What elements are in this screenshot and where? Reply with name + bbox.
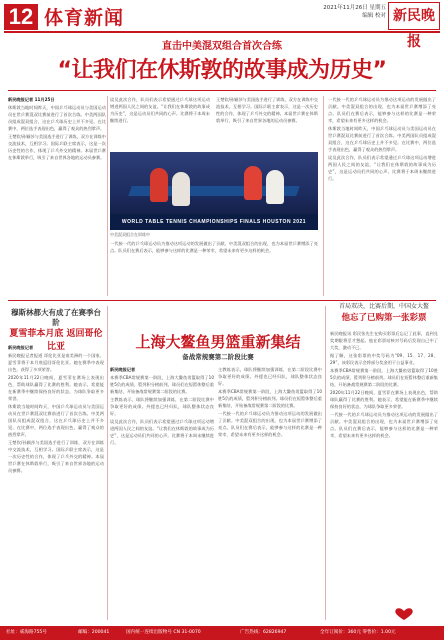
player-figure [266,170,284,204]
column-divider [325,306,326,620]
article-paragraph: 休斯敦当地时间昨天，中国乒乓球运动员与美国运动员在世乒赛混双比赛前进行了首次合练。中美两国队员组成混双组合，这在乒乓球历史上并不多见。在比赛中，两位选手表现出色，赢得了观众的热烈掌声。 [8,404,104,437]
footer-postcode: 邮编：200041 [78,630,110,635]
public-welfare-logo [382,606,426,622]
top-story-column-2 [110,96,210,150]
article-paragraph: 王楚钦/孙颖莎与美国选手进行了训练，双方在训练中交流技术，互相学习。国际乒联主席表示，这是一次历史性的合作，体现了乒乓外交的精神。本届世乒赛在休斯敦举行，吸引了来自世界各地的运动员参赛。 [8,134,106,160]
column-divider [323,96,324,296]
article-paragraph: 本赛季CBA常规赛第一阶段，上海大鳌鱼男篮取得了10胜5负的成绩，暂列积分榜前列。球员们在短暂休整后重新集结，开始备战常规赛第二阶段的比赛。 [110,375,214,394]
player-figure [172,172,190,206]
photo-banner: WORLD TABLE TENNIS CHAMPIONSHIPS FINALS HOUSTON 2021 [110,214,318,230]
top-story-column-5 [110,240,318,296]
article-paragraph: 2020年11月22日晚间，夏雪菲在赛场上表现出色，帮助球队赢得了比赛的胜利。她表示，希望能在新赛季中继续保持良好的状态，为球队争取更多荣誉。 [8,375,104,401]
headline-rule [8,90,436,91]
column-divider [107,96,108,296]
top-story-kicker: 直击中美混双组合首次合练 [162,41,282,52]
middle-story-headline: 上海大鳌鱼男篮重新集结 [135,333,301,351]
player-figure [150,168,168,202]
section-title: 体育新闻 [44,7,125,29]
article-paragraph: 一代接一代的乒乓球运动员为推动这项运动的发展做出了贡献。中美混双组合的出现，也为本届世乒赛增添了亮点。队员们在赛后表示，能够参与这样的比赛是一种荣幸，希望未来有更多这样的机会。 [110,241,318,253]
column-divider [107,306,108,620]
article-paragraph: 据了解，这张彩票的中奖号码为“09、15、17、28、29”，该彩民表示会将部分奖金用于公益事业。 [330,353,438,365]
date-line: 2021年11月26日 星期五 [323,5,386,11]
middle-story-byline: 新民晚报记者 [110,367,136,372]
header-rule [4,31,440,33]
article-paragraph: 王楚钦/孙颖莎与美国选手进行了训练，双方在训练中交流技术，互相学习。国际乒联主席表示，这是一次历史性的合作，体现了乒乓外交的精神。本届世乒赛在休斯敦举行，吸引了来自世界各地的运动员参赛。 [216,97,318,123]
article-paragraph: 一代接一代的乒乓球运动员为推动这项运动的发展做出了贡献。中美混双组合的出现，也为本届世乒赛增添了亮点。队员们在赛后表示，能够参与这样的比赛是一种荣幸，希望未来有更多这样的机会。 [328,97,436,123]
top-story-headline: “让我们在休斯敦的故事成为历史” [57,58,387,83]
footer-ad-hotline: 广告热线：62826947 [240,630,287,635]
top-story-column-3 [216,96,318,150]
article-paragraph: 谈及此次合作，队员们表示希望通过乒乓球这项运动增进两国人民之间的友谊。“让我们在休斯敦的故事成为历史”，这是运动员们共同的心声。比赛将于本周末继续进行。 [328,155,436,181]
article-paragraph: 休斯敦当地时间昨天，中国乒乓球运动员与美国运动员在世乒赛混双比赛前进行了首次合练。中美两国队员组成混双组合，这在乒乓球历史上并不多见。在比赛中，两位选手表现出色，赢得了观众的热烈掌声。 [328,126,436,152]
article-paragraph: 新民晚报讯 彩民张先生在购买彩票后忘记了此事，直到兑奖期限将至才想起。他在彩票站核对号码后发现自己中了大奖，激动不已。 [330,331,438,350]
middle-story-column-2 [218,366,322,620]
article-paragraph: 本赛季CBA常规赛第一阶段，上海大鳌鱼男篮取得了10胜5负的成绩，暂列积分榜前列。球员们在短暂休整后重新集结，开始备战常规赛第二阶段的比赛。 [218,389,322,408]
right-story-title: 他忘了已购第一张彩票 [341,313,427,323]
article-paragraph: 王楚钦/孙颖莎与美国选手进行了训练，双方在训练中交流技术，互相学习。国际乒联主席表示，这是一次历史性的合作，体现了乒乓外交的精神。本届世乒赛在休斯敦举行，吸引了来自世界各地的运动员参赛。 [8,440,104,473]
article-paragraph: 新民晚报记者报道 哥伦比亚是南美洲的一个国家，夏雪菲将于本月底返回哥伦比亚。她在赛季中表现出色，获得了多项荣誉。 [8,353,104,372]
newspaper-logo: 新民晚报 [388,2,440,30]
article-paragraph: 主教练表示，球队将继续加强训练，在第二阶段比赛中争取更好的成绩。外援也已经归队，球队整体状态良好。 [218,367,322,386]
middle-story-kicker: 备战常规赛第二阶段比赛 [182,353,254,361]
left-story-pretitle: 穆斯林都大有成了在赛季台阶 [11,308,101,327]
top-story-column-4 [328,96,436,296]
left-story-body [8,344,104,620]
article-paragraph: 谈及此次合作，队员们表示希望通过乒乓球这项运动增进两国人民之间的友谊。“让我们在休斯敦的故事成为历史”，这是运动员们共同的心声。比赛将于本周末继续进行。 [110,97,210,123]
heart-icon [393,607,415,621]
editor-line: 编辑 校对 [362,13,386,19]
article-paragraph: 谈及此次合作，队员们表示希望通过乒乓球这项运动增进两国人民之间的友谊。“让我们在休斯敦的故事成为历史”，这是运动员们共同的心声。比赛将于本周末继续进行。 [110,419,214,445]
left-story-byline: 新民晚报记者 [8,345,34,350]
article-paragraph: 2020年11月22日晚间，夏雪菲在赛场上表现出色，帮助球队赢得了比赛的胜利。她表示，希望能在新赛季中继续保持良好的状态，为球队争取更多荣誉。 [330,390,438,409]
footer-price: 全年订阅价：360元 零售价：1.00元 [320,630,396,635]
right-story-pretitle: 首局双决，比赛后期，中国女大鳌 [338,303,429,310]
page-footer [0,626,444,640]
top-story-column-1 [8,96,106,298]
footer-address: 社址：威海路755号 [6,630,47,635]
article-paragraph: 一代接一代的乒乓球运动员为推动这项运动的发展做出了贡献。中美混双组合的出现，也为本届世乒赛增添了亮点。队员们在赛后表示，能够参与这样的比赛是一种荣幸，希望未来有更多这样的机会。 [218,411,322,437]
right-story-body [330,330,438,602]
page-number: 12 [4,4,38,30]
table-tennis-photo [110,152,318,230]
section-rule [8,300,436,301]
left-story-title: 夏雪菲本月底 返回哥伦比亚 [9,329,103,352]
article-paragraph: 主教练表示，球队将继续加强训练，在第二阶段比赛中争取更好的成绩。外援也已经归队，球队整体状态良好。 [110,397,214,416]
right-story-heading [330,302,438,324]
footer-issn: 国内统一连续出版物号 CN 31-0070 [126,630,201,635]
photo-caption: 中美混双组合在训练中 [110,232,150,237]
article-paragraph: 一代接一代的乒乓球运动员为推动这项运动的发展做出了贡献。中美混双组合的出现，也为本届世乒赛增添了亮点。队员们在赛后表示，能够参与这样的比赛是一种荣幸，希望未来有更多这样的机会。 [330,412,438,438]
article-paragraph: 本赛季CBA常规赛第一阶段，上海大鳌鱼男篮取得了10胜5负的成绩，暂列积分榜前列。球员们在短暂休整后重新集结，开始备战常规赛第二阶段的比赛。 [330,368,438,387]
top-story-dateline: 新民晚报记者 11月25日 [8,97,55,102]
middle-story-column-1 [110,366,214,620]
player-figure [244,166,262,200]
article-paragraph: 休斯敦当地时间昨天，中国乒乓球运动员与美国运动员在世乒赛混双比赛前进行了首次合练。中美两国队员组成混双组合，这在乒乓球历史上并不多见。在比赛中，两位选手表现出色，赢得了观众的热烈掌声。 [8,105,106,131]
date-info [323,4,386,20]
